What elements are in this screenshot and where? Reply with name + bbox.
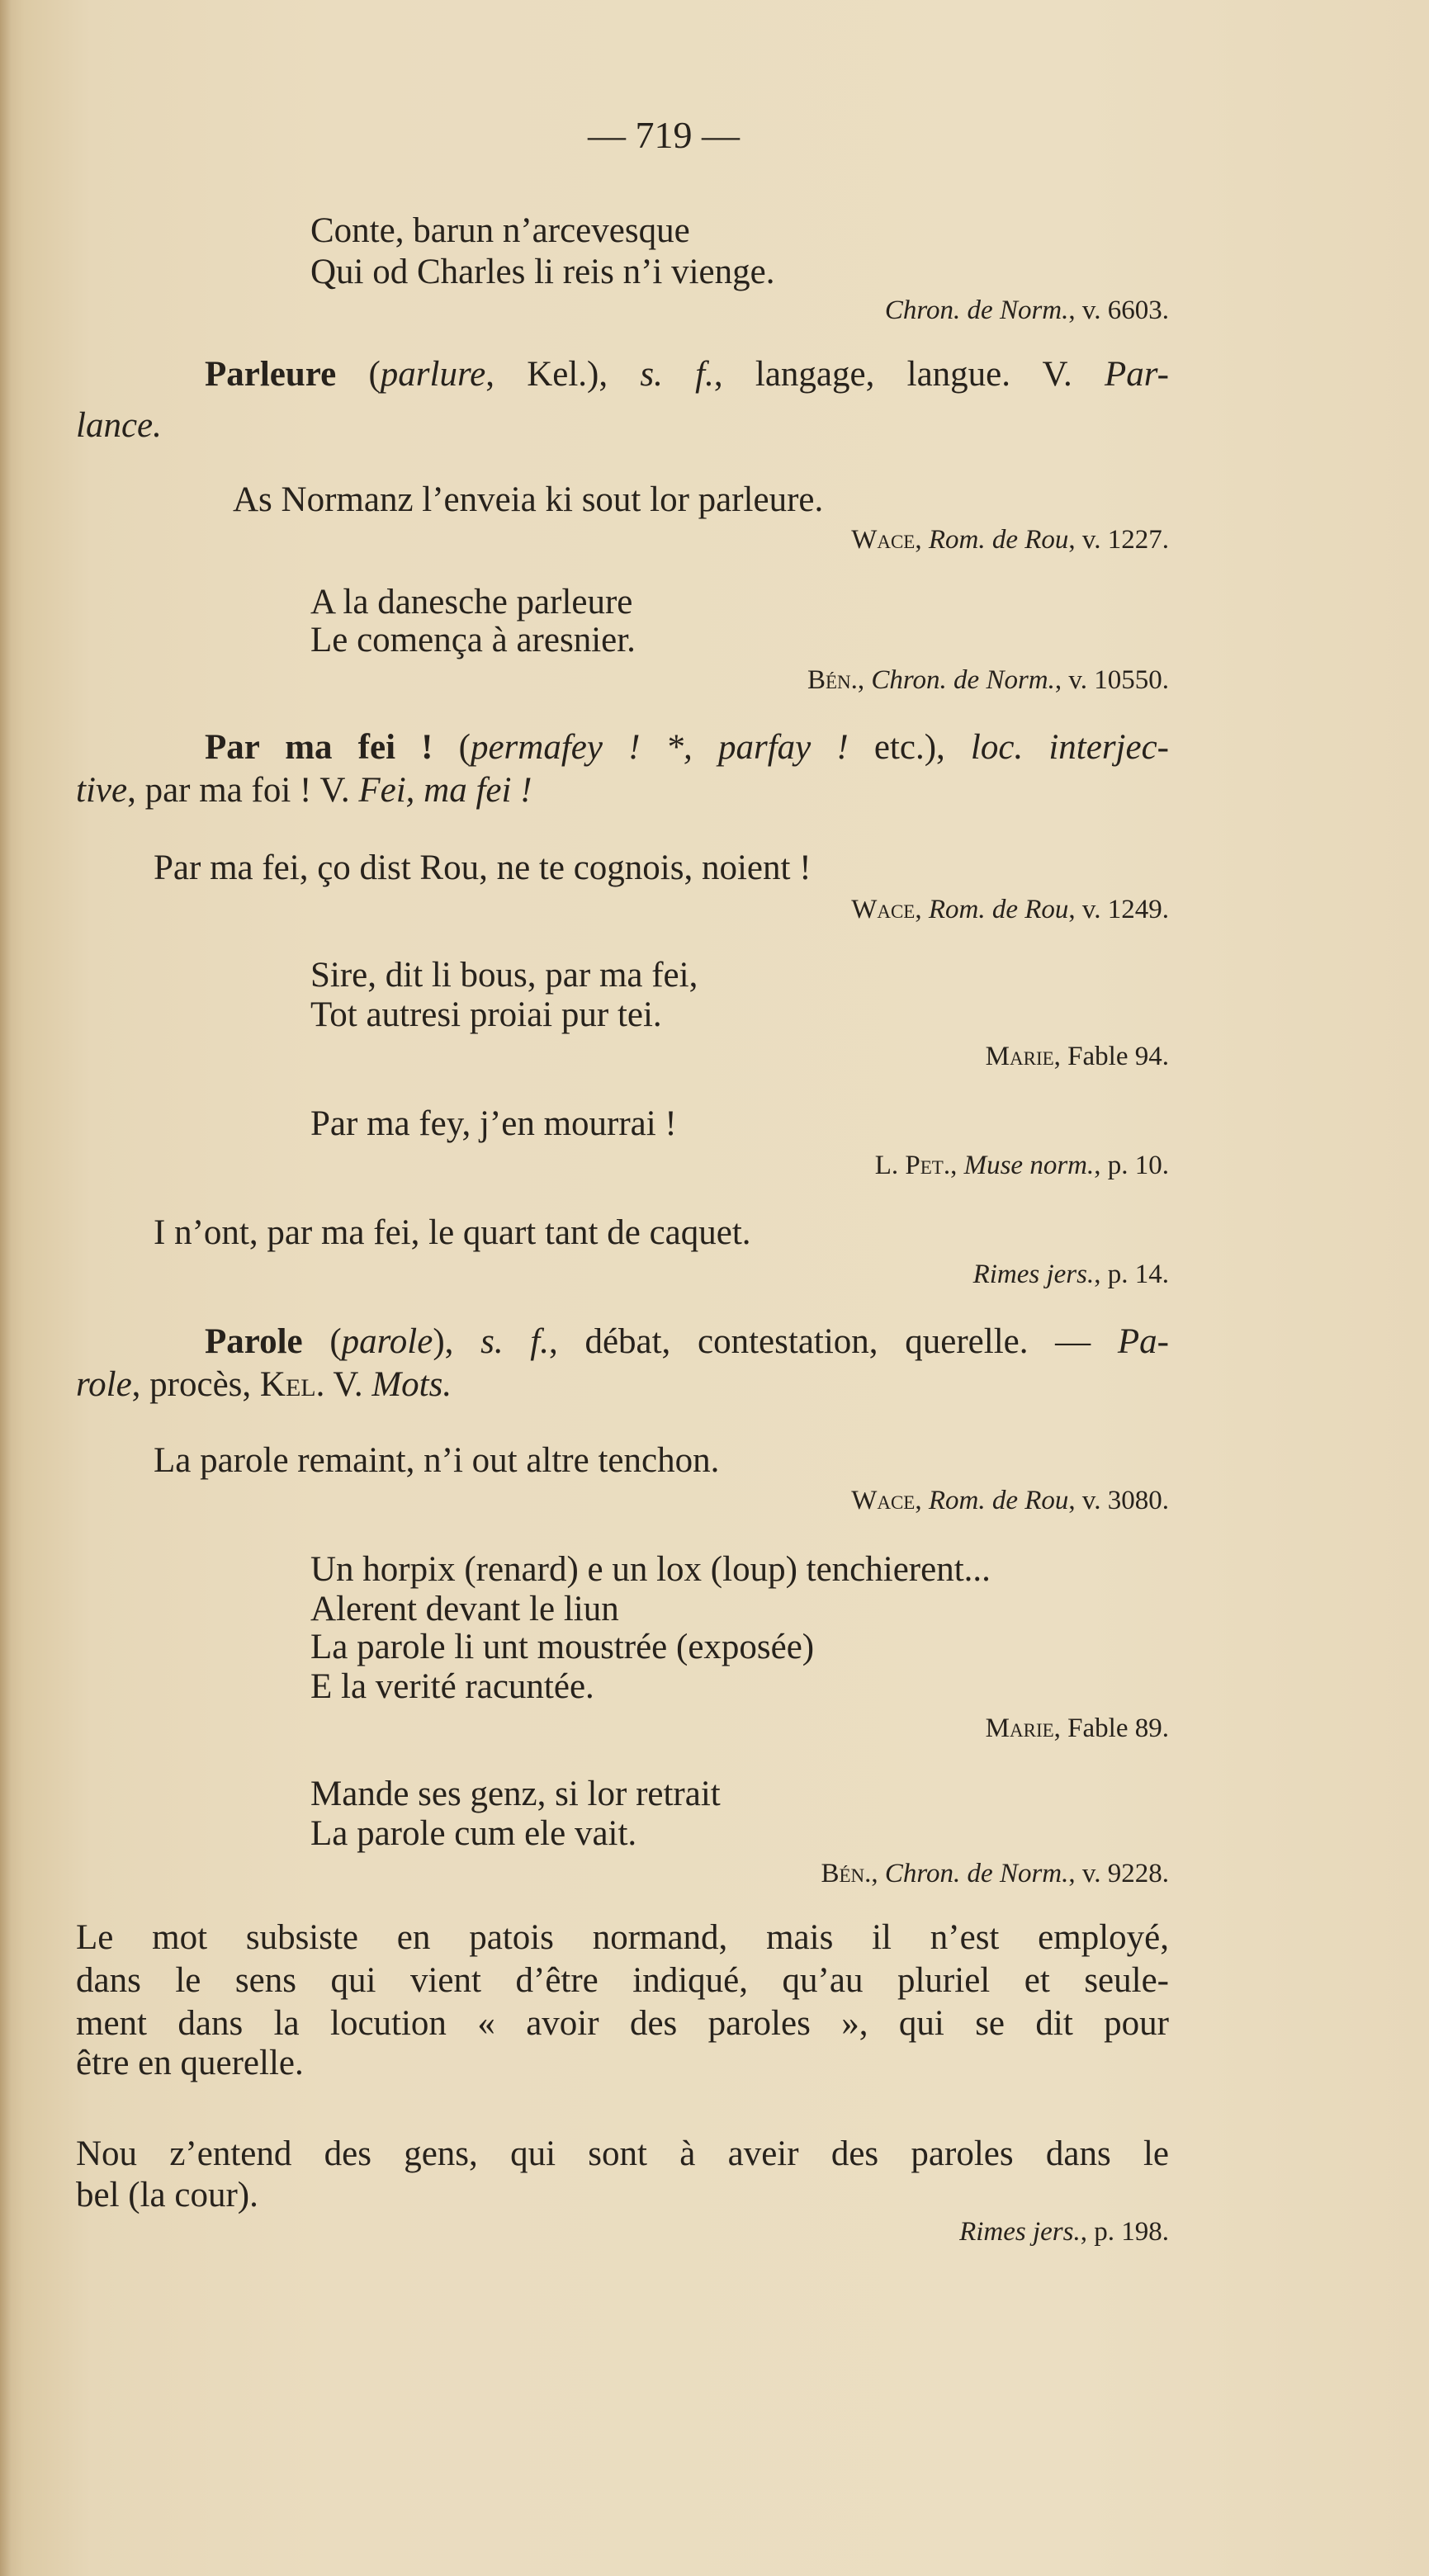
verse-line	[310, 251, 774, 294]
text-span: Alerent devant le liun	[310, 1590, 619, 1628]
verse-line	[310, 1588, 619, 1631]
text-span: Rom. de Rou	[928, 1486, 1069, 1515]
text-span: Muse norm.	[963, 1151, 1095, 1180]
text-span: , p. 198.	[1080, 2217, 1169, 2247]
headword: Parleure	[205, 355, 337, 394]
text-span: Chron. de Norm.	[884, 1859, 1069, 1888]
citation	[851, 523, 1169, 556]
verse-line	[310, 1548, 991, 1591]
text-span: ),	[433, 1322, 481, 1361]
verse-line	[310, 210, 690, 253]
text-span: , Fable 94.	[1053, 1042, 1169, 1071]
citation	[973, 1258, 1169, 1291]
prose-line	[76, 2042, 304, 2085]
text-span: , par ma foi ! V.	[127, 771, 359, 810]
prose-line	[76, 1917, 1169, 1959]
text-span: (	[433, 728, 471, 767]
text-span: ,	[950, 1151, 964, 1180]
text-span: s. f.	[640, 355, 714, 394]
text-span: dans le sens qui vient d’être indiqué, qu’au pluriel et seule-	[76, 1961, 1169, 2000]
citation	[875, 1149, 1169, 1182]
text-span: permafey ! *, parfay !	[470, 728, 849, 767]
page-number: — 719 —	[588, 114, 740, 156]
text-span: Bén.	[821, 1859, 872, 1888]
verse-line	[154, 1212, 751, 1255]
text-span: parole	[341, 1322, 433, 1361]
text-span: , Fable 89.	[1053, 1713, 1169, 1743]
text-span: , p. 14.	[1094, 1260, 1169, 1289]
text-span: Rom. de Rou	[928, 525, 1069, 555]
text-span: Rom. de Rou	[928, 895, 1069, 924]
text-span: tive	[76, 771, 128, 810]
text-span: La parole li unt moustrée (exposée)	[310, 1628, 815, 1666]
text-span: etc.),	[848, 728, 971, 767]
text-span: , débat, contestation, querelle. —	[548, 1322, 1118, 1361]
text-span: être en querelle.	[76, 2044, 304, 2082]
verse-line	[310, 994, 662, 1037]
citation	[885, 294, 1169, 327]
prose-line	[76, 1364, 452, 1406]
prose-line	[205, 726, 1169, 769]
text-span: La parole remaint, n’i out altre tenchon.	[154, 1441, 720, 1480]
text-span: La parole cum ele vait.	[310, 1814, 637, 1853]
prose-line	[76, 2133, 1169, 2176]
text-span: Par ma fey, j’en mourrai !	[310, 1104, 677, 1143]
text-span: Le comença à aresnier.	[310, 621, 636, 659]
text-span: , v. 3080.	[1068, 1486, 1169, 1515]
text-span: Pa-	[1117, 1322, 1169, 1361]
prose-line	[76, 769, 532, 812]
text-span: Wace	[851, 1486, 916, 1515]
verse-line	[233, 479, 823, 522]
citation	[807, 664, 1169, 697]
text-span: Mande ses genz, si lor retrait	[310, 1775, 721, 1813]
headword: Parole	[205, 1322, 303, 1361]
verse-line	[310, 1813, 636, 1855]
text-span: ,	[871, 1859, 885, 1888]
headword: Par ma fei !	[205, 728, 433, 767]
citation	[986, 1712, 1169, 1745]
text-span: , v. 1227.	[1068, 525, 1169, 555]
verse-line	[310, 1666, 594, 1709]
verse-line	[310, 1103, 677, 1146]
text-span: Par ma fei, ço dist Rou, ne te cognois, noient !	[154, 848, 812, 887]
verse-line	[310, 619, 636, 662]
prose-line	[205, 1321, 1169, 1364]
text-span: , v. 10550.	[1054, 665, 1169, 695]
text-span: , procès,	[131, 1365, 260, 1404]
page-binding-edge	[0, 0, 12, 2576]
text-span: V.	[324, 1365, 372, 1404]
text-span: Nou z’entend des gens, qui sont à aveir des paroles dans le	[76, 2134, 1169, 2173]
text-span: Sire, dit li bous, par ma fei,	[310, 956, 698, 995]
verse-line	[154, 847, 812, 890]
text-span: Kel.	[259, 1365, 325, 1404]
text-span: loc. interjec-	[970, 728, 1169, 767]
verse-line	[310, 1773, 721, 1816]
citation	[959, 2215, 1169, 2248]
citation	[986, 1040, 1169, 1073]
prose-line	[76, 1959, 1169, 2002]
verse-line	[154, 1439, 719, 1482]
citation	[851, 893, 1169, 926]
text-span: Rimes jers.	[959, 2217, 1081, 2247]
text-span: s. f.	[480, 1322, 549, 1361]
text-span: , Kel.),	[485, 355, 641, 394]
verse-line	[310, 581, 632, 624]
prose-line	[205, 353, 1169, 396]
text-span: Wace	[851, 525, 916, 555]
text-span: , v. 6603.	[1068, 295, 1169, 325]
text-span: , p. 10.	[1094, 1151, 1169, 1180]
text-span: bel (la cour).	[76, 2176, 258, 2214]
text-span: (	[336, 355, 381, 394]
prose-line	[76, 404, 162, 447]
prose-line	[76, 2174, 258, 2217]
text-span: (	[302, 1322, 342, 1361]
text-span: Marie	[985, 1713, 1054, 1743]
prose-line	[76, 2002, 1169, 2045]
text-span: Mots.	[371, 1365, 452, 1404]
verse-line	[310, 954, 698, 997]
text-span: L. Pet.	[874, 1151, 951, 1180]
text-span: parlure	[380, 355, 486, 394]
text-span: ,	[915, 525, 929, 555]
text-span: I n’ont, par ma fei, le quart tant de caquet.	[154, 1213, 751, 1252]
text-span: Bén.	[807, 665, 858, 695]
text-span: ,	[915, 895, 929, 924]
citation	[821, 1857, 1170, 1890]
verse-line	[310, 1626, 814, 1669]
text-span: Tot autresi proiai pur tei.	[310, 995, 662, 1034]
text-span: Marie	[985, 1042, 1054, 1071]
text-span: Le mot subsiste en patois normand, mais il n’est employé,	[76, 1918, 1169, 1957]
text-span: Qui od Charles li reis n’i vienge.	[310, 253, 775, 291]
text-span: ment dans la locution « avoir des paroles », qui se dit pour	[76, 2004, 1169, 2043]
text-span: E la verité racuntée.	[310, 1667, 594, 1706]
citation	[851, 1484, 1169, 1517]
text-span: Par-	[1105, 355, 1169, 394]
text-span: Chron. de Norm.	[871, 665, 1055, 695]
text-span: Rimes jers.	[972, 1260, 1095, 1289]
text-span: , langage, langue. V.	[713, 355, 1105, 394]
text-span: As Normanz l’enveia ki sout lor parleure.	[233, 480, 824, 519]
text-span: role	[76, 1365, 132, 1404]
text-span: , v. 9228.	[1068, 1859, 1169, 1888]
text-span: , v. 1249.	[1068, 895, 1169, 924]
text-span: Un horpix (renard) e un lox (loup) tenchierent...	[310, 1550, 991, 1589]
text-span: A la danesche parleure	[310, 583, 633, 622]
text-span: Chron. de Norm.	[884, 295, 1069, 325]
text-span: lance.	[76, 406, 162, 445]
text-span: Conte, barun n’arcevesque	[310, 211, 690, 250]
text-span: Fei, ma fei !	[358, 771, 532, 810]
text-span: ,	[857, 665, 872, 695]
text-span: Wace	[851, 895, 916, 924]
text-span: ,	[915, 1486, 929, 1515]
